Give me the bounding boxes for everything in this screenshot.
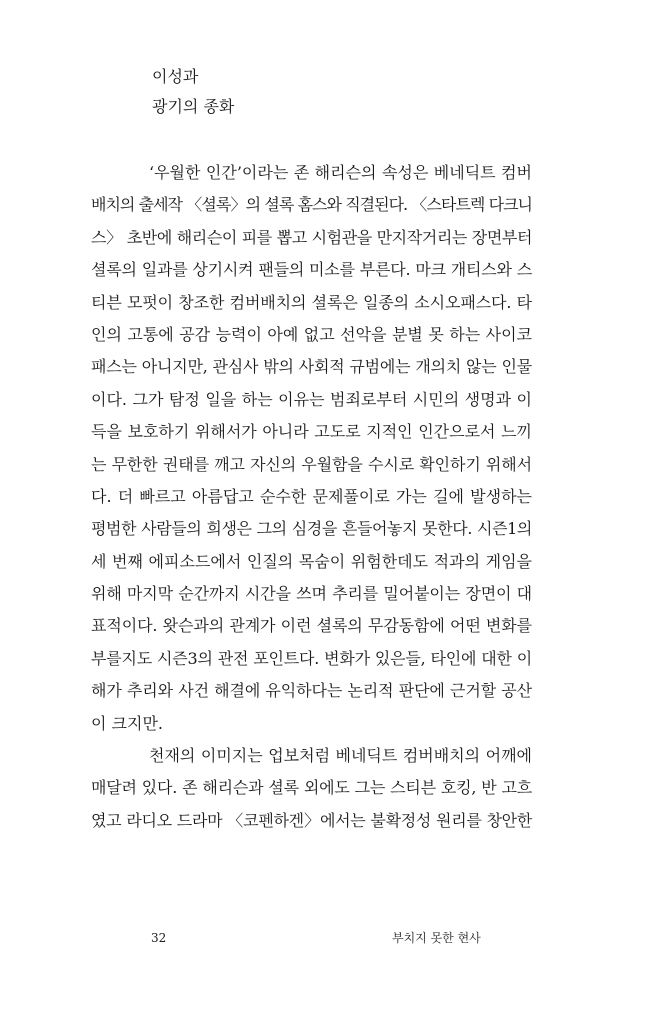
section-title (152, 62, 234, 122)
text-line: 해가 추리와 사건 해결에 유익하다는 논리적 판단에 근거할 공산 (91, 681, 532, 701)
text-line: 티븐 모펏이 창조한 컴버배치의 셜록은 일종의 소시오패스다. 타 (91, 292, 532, 312)
running-title: 부치지 못한 현사 (392, 931, 481, 945)
text-line: 는 무한한 권태를 깨고 자신의 우월함을 수시로 확인하기 위해서 (91, 454, 532, 474)
text-line: 였고 라디오 드라마 〈코펜하겐〉에서는 불확정성 원리를 창안한 (91, 810, 532, 830)
text-line: 스〉 초반에 해리슨이 피를 뽑고 시험관을 만지작거리는 장면부터 (91, 227, 532, 247)
text-line: 배치의 출세작 〈셜록〉의 셜록 홈스와 직결된다. 〈스타트렉 다크니 (91, 195, 532, 215)
text-line: 인의 고통에 공감 능력이 아예 없고 선악을 분별 못 하는 사이코 (91, 324, 532, 344)
body-text (91, 157, 532, 837)
text-line: 세 번째 에피소드에서 인질의 목숨이 위험한데도 적과의 게임을 (91, 551, 532, 571)
text-line: 평범한 사람들의 희생은 그의 심경을 흔들어놓지 못한다. 시즌1의 (91, 519, 532, 539)
text-line: 표적이다. 왓슨과의 관계가 이런 셜록의 무감동함에 어떤 변화를 (91, 616, 532, 636)
section-title-line-2: 광기의 종화 (152, 97, 235, 116)
paragraph-1 (91, 157, 532, 740)
section-title-line-1: 이성과 (152, 67, 199, 86)
text-line: 다. 더 빠르고 아름답고 순수한 문제풀이로 가는 길에 발생하는 (91, 486, 532, 506)
text-line: 매달려 있다. 존 해리슨과 셜록 외에도 그는 스티븐 호킹, 반 고흐 (91, 778, 532, 798)
text-line: 위해 마지막 순간까지 시간을 쓰며 추리를 밀어붙이는 장면이 대 (91, 584, 532, 604)
text-line: 셜록의 일과를 상기시켜 팬들의 미소를 부른다. 마크 개티스와 스 (91, 260, 532, 280)
text-line: 득을 보호하기 위해서가 아니라 고도로 지적인 인간으로서 느끼 (91, 422, 532, 442)
text-line: 이 크지만. (91, 713, 163, 733)
text-line: ‘우월한 인간’이라는 존 해리슨의 속성은 베네딕트 컴버 (149, 163, 532, 182)
text-line: 이다. 그가 탐정 일을 하는 이유는 범죄로부터 시민의 생명과 이 (91, 389, 532, 409)
text-line: 천재의 이미지는 업보처럼 베네딕트 컴버배치의 어깨에 (149, 746, 532, 766)
paragraph-2 (91, 740, 532, 837)
text-line: 패스는 아니지만, 관심사 밖의 사회적 규범에는 개의치 않는 인물 (91, 357, 532, 377)
page-number: 32 (151, 931, 167, 945)
text-line: 부를지도 시즌3의 관전 포인트다. 변화가 있은들, 타인에 대한 이 (91, 648, 532, 668)
